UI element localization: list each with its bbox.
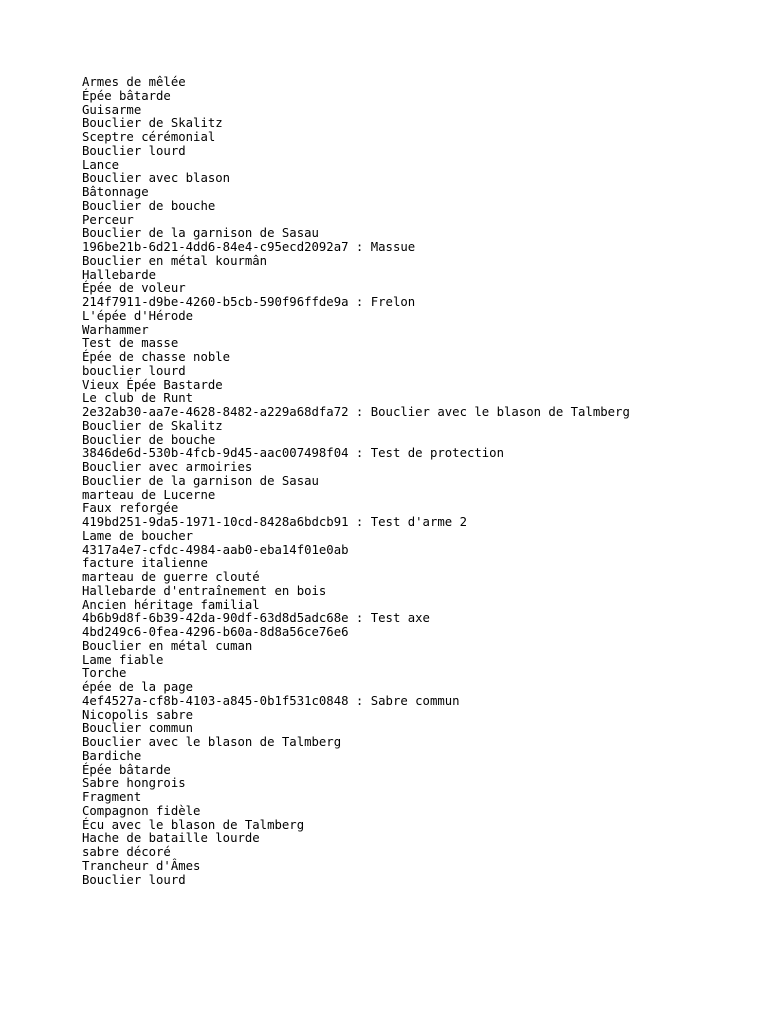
list-item: 4317a4e7-cfdc-4984-aab0-eba14f01e0ab: [82, 542, 349, 557]
list-item: Lance: [82, 157, 120, 172]
list-item: Épée bâtarde: [82, 762, 171, 777]
list-item: Warhammer: [82, 322, 149, 337]
list-item: 4bd249c6-0fea-4296-b60a-8d8a56ce76e6: [82, 625, 349, 639]
list-item: Fragment: [82, 790, 142, 804]
list-item: Bouclier en métal cuman: [82, 638, 253, 653]
list-item: Bouclier lourd: [82, 872, 186, 887]
list-item: Épée bâtarde: [82, 88, 171, 103]
list-item: Épée de voleur: [82, 281, 186, 296]
list-item: Sabre hongrois: [82, 776, 186, 791]
list-item: Lame de boucher: [82, 528, 194, 543]
list-item: Hallebarde: [82, 267, 157, 282]
list-item: Bouclier de Skalitz: [82, 418, 223, 433]
list-item: facture italienne: [82, 556, 208, 571]
list-item: épée de la page: [82, 680, 194, 694]
list-item: 4ef4527a-cf8b-4103-a845-0b1f531c0848 : Sabre commun: [82, 693, 460, 708]
list-item: L'épée d'Hérode: [82, 308, 194, 323]
list-item: Ancien héritage familial: [82, 597, 260, 612]
list-item: Épée de chasse noble: [82, 350, 231, 364]
list-item: 4b6b9d8f-6b39-42da-90df-63d8d5adc68e : Test axe: [82, 611, 430, 626]
list-item: Bouclier commun: [82, 721, 194, 736]
list-item: Faux reforgée: [82, 501, 179, 516]
list-item: Perceur: [82, 212, 134, 227]
list-item: Guisarme: [82, 102, 142, 117]
list-item: Bouclier de bouche: [82, 198, 216, 213]
list-item: Bouclier lourd: [82, 143, 186, 158]
list-item: Sceptre cérémonial: [82, 130, 216, 144]
list-item: 419bd251-9da5-1971-10cd-8428a6bdcb91 : Test d'arme 2: [82, 515, 467, 529]
list-item: Torche: [82, 666, 127, 681]
list-item: marteau de Lucerne: [82, 487, 216, 502]
list-item: Vieux Épée Bastarde: [82, 377, 223, 392]
list-item: Bouclier avec blason: [82, 171, 231, 186]
list-item: sabre décoré: [82, 845, 171, 859]
list-item: Hallebarde d'entraînement en bois: [82, 583, 327, 598]
list-item: 214f7911-d9be-4260-b5cb-590f96ffde9a : Frelon: [82, 295, 416, 309]
list-item: Nicopolis sabre: [82, 707, 194, 722]
list-item: Bouclier avec le blason de Talmberg: [82, 735, 342, 749]
list-item: Test de masse: [82, 336, 179, 351]
weapon-list: [82, 76, 630, 887]
list-item: Armes de mêlée: [82, 75, 186, 89]
list-item: Lame fiable: [82, 652, 164, 667]
list-item: Bouclier de bouche: [82, 432, 216, 447]
list-item: Bardiche: [82, 748, 142, 763]
list-item: Trancheur d'Âmes: [82, 858, 201, 873]
list-item: Bouclier de la garnison de Sasau: [82, 473, 319, 488]
list-item: Bouclier de la garnison de Sasau: [82, 226, 319, 241]
list-item: Le club de Runt: [82, 391, 194, 406]
list-item: 3846de6d-530b-4fcb-9d45-aac007498f04 : Test de protection: [82, 446, 504, 461]
list-item: bouclier lourd: [82, 363, 186, 378]
list-item: Écu avec le blason de Talmberg: [82, 817, 305, 832]
list-item: Bâtonnage: [82, 185, 149, 199]
list-item: 196be21b-6d21-4dd6-84e4-c95ecd2092a7 : Massue: [82, 240, 416, 254]
list-item: 2e32ab30-aa7e-4628-8482-a229a68dfa72 : Bouclier avec le blason de Talmberg: [82, 405, 630, 419]
list-item: marteau de guerre clouté: [82, 570, 260, 584]
list-item: Bouclier avec armoiries: [82, 460, 253, 474]
list-item: Hache de bataille lourde: [82, 831, 260, 846]
list-item: Bouclier de Skalitz: [82, 116, 223, 131]
list-item: Bouclier en métal kourmân: [82, 253, 268, 268]
list-item: Compagnon fidèle: [82, 803, 201, 818]
